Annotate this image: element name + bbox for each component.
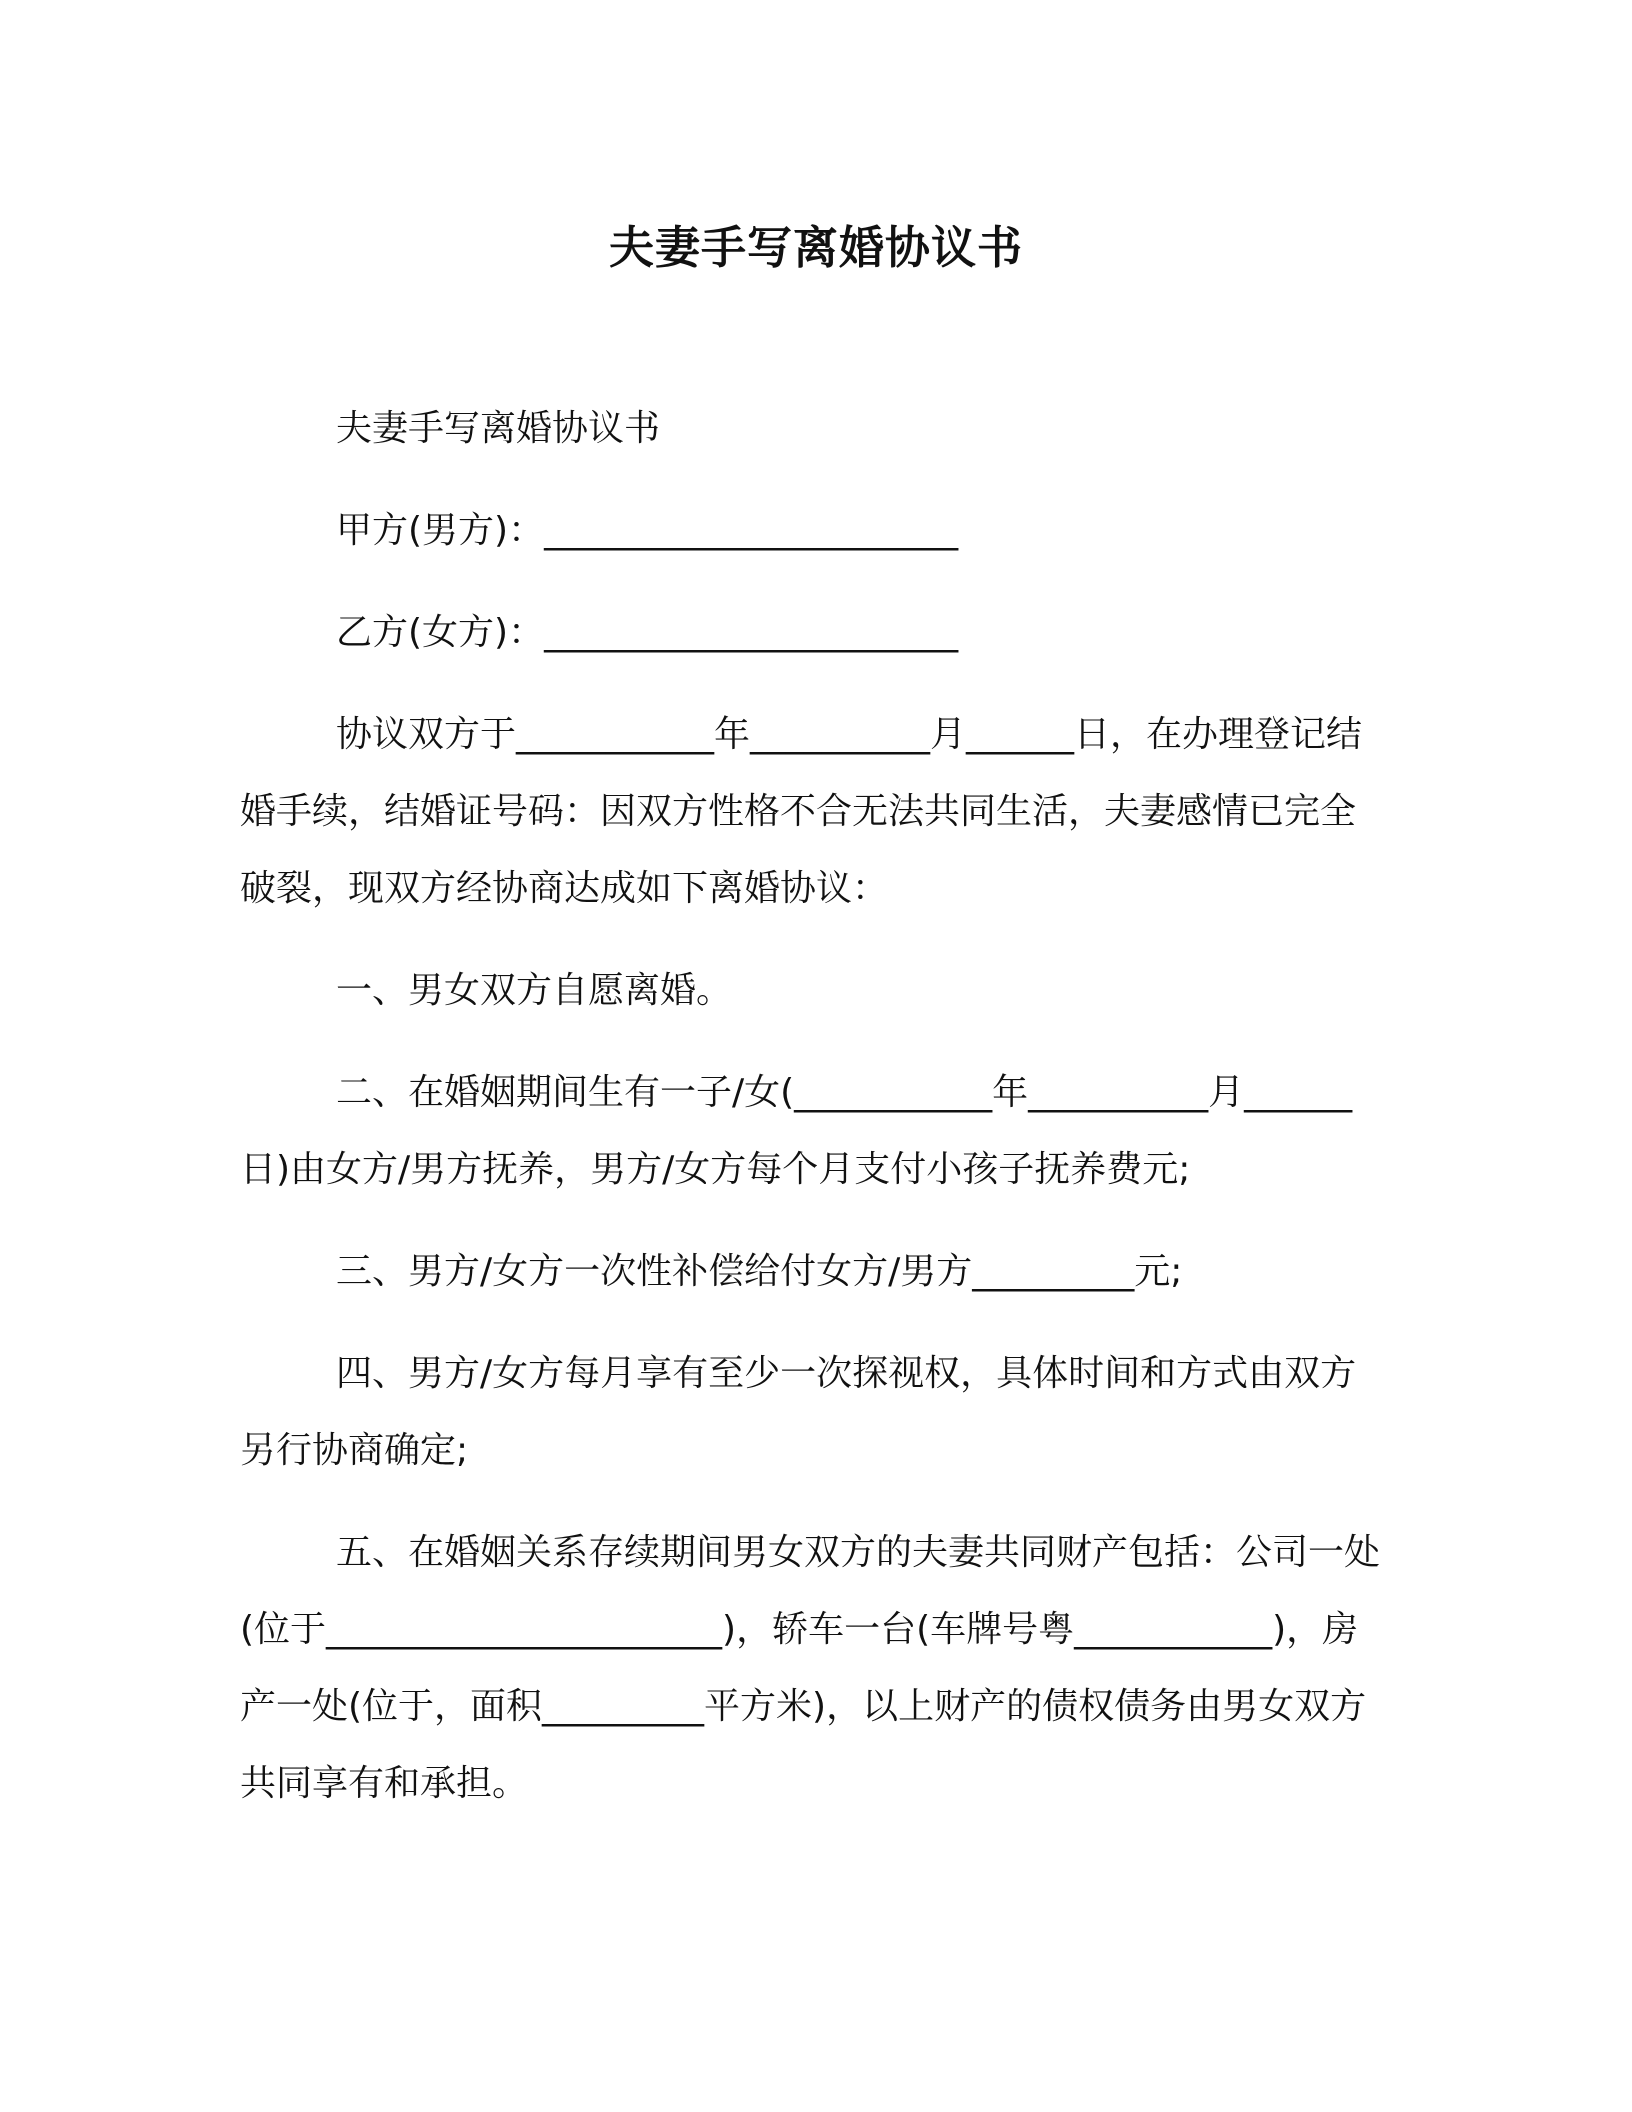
party-b-line: 乙方(女方)：_______________________ — [336, 612, 959, 653]
subtitle-paragraph: 夫妻手写离婚协议书 — [336, 408, 661, 449]
clause-5: 五、在婚姻关系存续期间男女双方的夫妻共同财产包括：公司一处(位于______________________)，轿车一台(车牌号粤___________)，房产一处(位于，面积_________平方米)，以上财产的债权债务由男女双方共同享有和承担。 — [240, 1532, 1381, 1804]
clause-3: 三、男方/女方一次性补偿给付女方/男方_________元; — [336, 1251, 1183, 1292]
document-body — [240, 390, 1390, 1847]
party-a-line: 甲方(男方)：_______________________ — [336, 510, 959, 551]
agreement-intro-paragraph: 协议双方于___________年__________月______日，在办理登记结婚手续，结婚证号码：因双方性格不合无法共同生活，夫妻感情已完全破裂，现双方经协商达成如下离婚协议： — [240, 714, 1363, 909]
clause-1: 一、男女双方自愿离婚。 — [336, 970, 733, 1011]
clause-2: 二、在婚姻期间生有一子/女(___________年__________月______日)由女方/男方抚养，男方/女方每个月支付小孩子抚养费元; — [240, 1072, 1353, 1190]
clause-4: 四、男方/女方每月享有至少一次探视权，具体时间和方式由双方另行协商确定; — [240, 1353, 1357, 1471]
document-title: 夫妻手写离婚协议书 — [608, 221, 1023, 274]
